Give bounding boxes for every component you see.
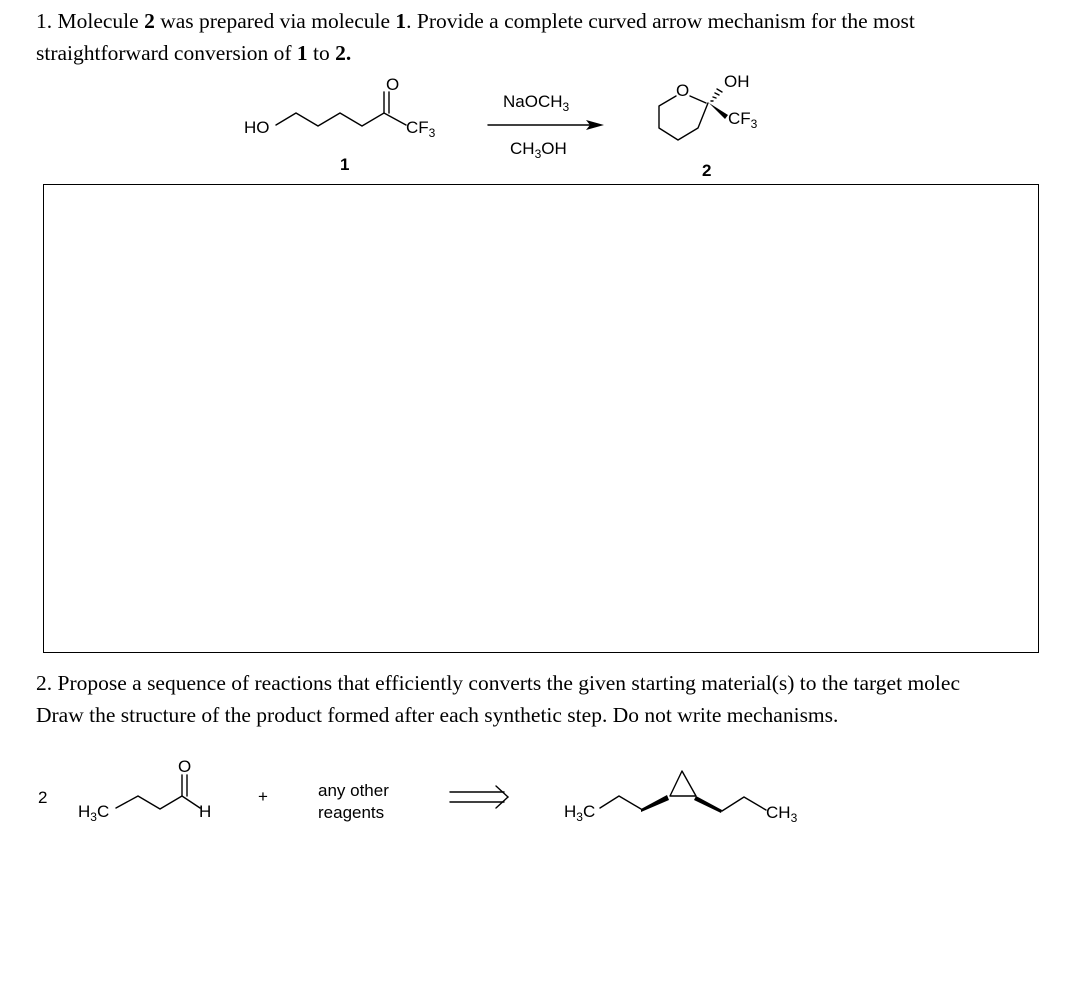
reaction-scheme-1: [0, 60, 1080, 185]
cyclopropane-ring: [670, 771, 696, 796]
hydroxyl-label: HO: [244, 118, 270, 137]
question-1-line-2: straightforward conversion of 1 to 2.: [36, 41, 352, 65]
cf3-label: $CF_3$: [406, 118, 436, 140]
cf3-label: $CF_3$: [728, 109, 758, 131]
hydroxyl-label: OH: [724, 72, 750, 91]
starting-material-butanal: [78, 757, 211, 824]
aldehyde-h-label: H: [199, 802, 212, 821]
molecule-1: [244, 75, 436, 174]
plus-sign: +: [258, 787, 268, 806]
carbonyl-oxygen-label: O: [386, 75, 400, 94]
carbon-chain: [116, 796, 200, 809]
svg-text:reagents: reagents: [318, 803, 385, 822]
answer-box[interactable]: [43, 184, 1039, 653]
tetrahydropyran-ring: [659, 96, 708, 140]
solvent-below: $CH_3OH$: [510, 139, 567, 161]
molecule-2: [659, 72, 758, 180]
ring-oxygen-label: O: [676, 81, 690, 100]
hashed-wedge: [711, 89, 722, 101]
right-wedge: [694, 796, 722, 813]
coefficient: 2: [38, 788, 48, 807]
molecule-1-label: 1: [340, 155, 350, 174]
left-chain: [600, 796, 641, 809]
ch3-label: $CH_3$: [766, 803, 798, 825]
carbon-chain: [276, 113, 406, 126]
retrosynthesis-arrow: [450, 786, 508, 808]
target-molecule-cyclopropane: [564, 771, 798, 825]
h3c-label: $H_3C$: [78, 802, 110, 824]
right-chain: [722, 797, 766, 811]
question-1-line-1: 1. Molecule 2 was prepared via molecule 1. Provide a complete curved arrow mechanism for the most: [36, 9, 915, 33]
question-2-line-2: Draw the structure of the product formed after each synthetic step. Do not write mechanisms.: [36, 703, 839, 727]
reagent-above: NaOCH$_3$: [503, 92, 570, 114]
left-wedge: [641, 795, 669, 812]
svg-text:any other: any other: [318, 781, 389, 800]
solid-wedge: [709, 103, 728, 119]
reaction-arrow: [488, 92, 604, 161]
reaction-scheme-2: [0, 745, 1080, 845]
carbonyl-oxygen-label: O: [178, 757, 192, 776]
molecule-2-label: 2: [702, 161, 712, 180]
question-2-line-1: 2. Propose a sequence of reactions that efficiently converts the given starting material(s) to the target molec: [36, 671, 960, 695]
other-reagents: [318, 781, 389, 822]
h3c-label: $H_3C$: [564, 802, 596, 824]
question-2-text: [36, 667, 960, 731]
